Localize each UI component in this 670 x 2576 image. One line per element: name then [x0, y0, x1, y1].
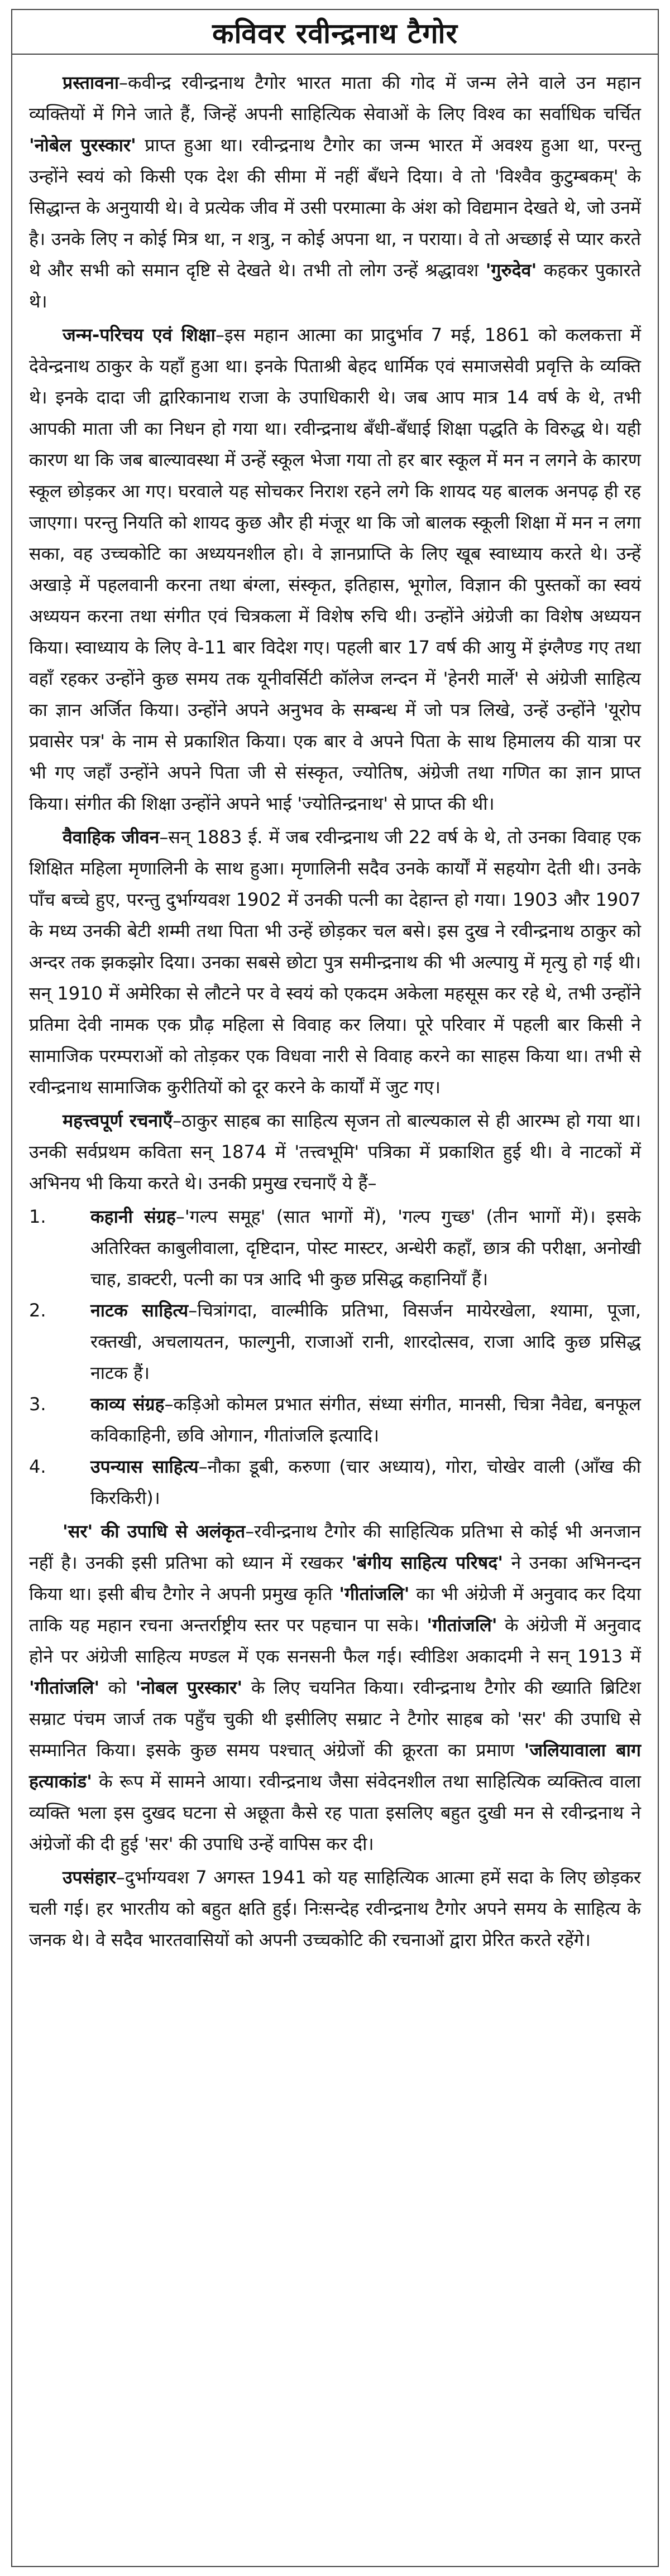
honor-quote-gitanjali-2: 'गीतांजलि' [427, 1614, 497, 1636]
list-item-text [90, 1201, 641, 1295]
conclusion-paragraph [29, 1862, 641, 1955]
intro-text-3: कहकर पुकारते थे। [29, 259, 641, 312]
marriage-heading: वैवाहिक जीवन [63, 826, 160, 848]
list-item-number: 4. [29, 1456, 46, 1477]
conclusion-heading: उपसंहार [63, 1867, 116, 1888]
works-paragraph [29, 1105, 641, 1199]
marriage-text: –सन् 1883 ई. में जब रवीन्द्रनाथ जी 22 वर्ष के थे, तो उनका विवाह एक शिक्षित महिला मृणालिनी के साथ हुआ। मृणालिनी सदैव उनके कार्यों में सहयोग देती थी। उनके पाँच बच्चे हुए, परन्तु दुर्भाग्यवश 1902 में उनकी पत्नी का देहान्त हो गया। 1903 और 1907 के मध्य उनकी बेटी शम्मी तथा पिता भी उन्हें छोड़कर चल बसे। इस दुख ने रवीन्द्रनाथ ठाकुर को अन्दर तक झकझोर दिया। उनका सबसे छोटा पुत्र समीन्द्रनाथ की भी अल्पायु में मृत्यु हो गई थी। सन् 1910 में अमेरिका से लौटने पर वे स्वयं को एकदम अकेला महसूस कर रहे थे, तभी उन्होंने प्रतिमा देवी नामक एक प्रौढ़ महिला से विवाह कर लिया। पूरे परिवार में पहली बार किसी ने सामाजिक परम्पराओं को तोड़कर एक विधवा नारी से विवाह करने का साहस किया था। तभी से रवीन्द्रनाथ सामाजिक कुरीतियों को दूर करने के कार्यों में जुट गए। [29, 826, 642, 1098]
essay-body [12, 55, 658, 1955]
list-item-text [90, 1388, 641, 1451]
honor-quote-gitanjali-3: 'गीतांजलि' [29, 1677, 100, 1698]
honor-quote-jallianwala: 'जलियावाला बाग हत्याकांड' [29, 1739, 641, 1792]
list-item-heading: नाटक साहित्य [90, 1300, 189, 1321]
intro-text-1: –कवीन्द्र रवीन्द्रनाथ टैगोर भारत माता की गोद में जन्म लेने वाले उन महान व्यक्तियों में गिने जाते हैं, जिन्हें अपनी साहित्यिक सेवाओं के लिए विश्व का सर्वाधिक चर्चित [29, 72, 641, 124]
list-item-body: –'गल्प समूह' (सात भागों में), 'गल्प गुच्छ' (तीन भागों में)। इसके अतिरिक्त काबुलीवाला, दृष्टिदान, पोस्ट मास्टर, अन्धेरी कहाँ, छात्र की परीक्षा, अनोखी चाह, डाक्टरी, पत्नी का पत्र आदि भी कुछ प्रसिद्ध कहानियाँ हैं। [90, 1206, 641, 1290]
list-item-heading: उपन्यास साहित्य [90, 1456, 199, 1477]
list-item-text [90, 1295, 641, 1388]
intro-paragraph [29, 67, 641, 317]
list-item-body: –कड़िओ कोमल प्रभात संगीत, संध्या संगीत, मानसी, चित्रा नैवेद्य, बनफूल कविकाहिनी, छवि ओगान, गीतांजलि इत्यादि। [90, 1393, 641, 1446]
list-item-number: 1. [29, 1206, 46, 1227]
works-heading: महत्त्वपूर्ण रचनाएँ [63, 1110, 173, 1131]
list-item [29, 1451, 641, 1513]
list-item-heading: कहानी संग्रह [90, 1206, 176, 1227]
honor-text-5: को [99, 1677, 136, 1698]
essay-page [11, 9, 659, 2567]
birth-heading: जन्म-परिचय एवं शिक्षा [63, 324, 216, 345]
list-item-body: –नौका डूबी, करुणा (चार अध्याय), गोरा, चोखेर वाली (आँख की किरकिरी)। [90, 1456, 641, 1508]
honor-quote-gitanjali-1: 'गीतांजलि' [339, 1583, 410, 1604]
intro-text-2: प्राप्त हुआ था। रवीन्द्रनाथ टैगोर का जन्म भारत में अवश्य हुआ था, परन्तु उन्होंने स्वयं को किसी एक देश की सीमा में नहीं बँधने दिया। वे तो 'विश्वैव कुटुम्बकम्' के सिद्धान्त के अनुयायी थे। वे प्रत्येक जीव में उसी परमात्मा के अंश को विद्यमान देखते थे, जो उनमें है। उनके लिए न कोई मित्र था, न शत्रु, न कोई अपना था, न पराया। वे तो अच्छाई से प्यार करते थे और सभी को समान दृष्टि से देखते थे। तभी तो लोग उन्हें श्रद्धावश [29, 134, 641, 281]
list-item-number: 2. [29, 1300, 46, 1321]
intro-heading: प्रस्तावना [63, 72, 119, 93]
intro-quote-gurudev: 'गुरुदेव' [485, 259, 537, 281]
list-item-number: 3. [29, 1393, 46, 1415]
birth-paragraph [29, 319, 641, 819]
marriage-paragraph [29, 821, 641, 1103]
honor-paragraph [29, 1516, 641, 1859]
intro-quote-nobel: 'नोबेल पुरस्कार' [29, 134, 136, 156]
list-item [29, 1295, 641, 1388]
honor-heading: 'सर' की उपाधि से अलंकृत [63, 1521, 246, 1542]
honor-quote-parishad: 'बंगीय साहित्य परिषद' [351, 1552, 504, 1573]
honor-text-7: के रूप में सामने आया। रवीन्द्रनाथ जैसा संवेदनशील तथा साहित्यिक व्यक्तित्व वाला व्यक्ति भला इस दुखद घटना से अछूता कैसे रह पाता इसलिए बहुत दुखी मन से रवीन्द्रनाथ ने अंग्रेजों की दी हुई 'सर' की उपाधि उन्हें वापिस कर दी। [29, 1771, 641, 1854]
title-bar [12, 10, 658, 54]
page-title: कविवर रवीन्द्रनाथ टैगोर [212, 17, 458, 50]
honor-text-4: के अंग्रेजी में अनुवाद होने पर अंग्रेजी साहित्य मण्डल में एक सनसनी फैल गई। स्वीडिश अकादमी ने सन् 1913 में [29, 1614, 641, 1667]
list-item-text [90, 1451, 641, 1513]
honor-text-3: का भी अंग्रेजी में अनुवाद कर दिया ताकि यह महान रचना अन्तर्राष्ट्रीय स्तर पर पहचान पा सके। [29, 1583, 641, 1636]
conclusion-text: –दुर्भाग्यवश 7 अगस्त 1941 को यह साहित्यिक आत्मा हमें सदा के लिए छोड़कर चली गई। हर भारतीय को बहुत क्षति हुई। निःसन्देह रवीन्द्रनाथ टैगोर अपने समय के साहित्य के जनक थे। वे सदैव भारतवासियों को अपनी उच्चकोटि की रचनाओं द्वारा प्रेरित करते रहेंगे। [29, 1867, 641, 1950]
honor-text-6: के लिए चयनित किया। रवीन्द्रनाथ टैगोर की ख्याति ब्रिटिश सम्राट पंचम जार्ज तक पहुँच चुकी थी इसीलिए सम्राट ने टैगोर साहब को 'सर' की उपाधि से सम्मानित किया। इसके कुछ समय पश्चात् अंग्रेजों की क्रूरता का प्रमाण [29, 1677, 641, 1761]
list-item-heading: काव्य संग्रह [90, 1393, 165, 1415]
honor-quote-nobel: 'नोबल पुरस्कार' [135, 1677, 243, 1698]
honor-text-2: ने उनका अभिनन्दन किया था। इसी बीच टैगोर ने अपनी प्रमुख कृति [29, 1552, 641, 1604]
list-item-body: –चित्रांगदा, वाल्मीकि प्रतिभा, विसर्जन मायेरखेला, श्यामा, पूजा, रक्तखी, अचलायतन, फाल्गुनी, राजाओं रानी, शारदोत्सव, राजा आदि कुछ प्रसिद्ध नाटक हैं। [90, 1300, 641, 1383]
works-text: –ठाकुर साहब का साहित्य सृजन तो बाल्यकाल से ही आरम्भ हो गया था। उनकी सर्वप्रथम कविता सन् 1874 में 'तत्त्वभूमि' पत्रिका में प्रकाशित हुई थी। वे नाटकों में अभिनय भी किया करते थे। उनकी प्रमुख रचनाएँ ये हैं– [29, 1110, 641, 1194]
honor-text-1: –रवीन्द्रनाथ टैगोर की साहित्यिक प्रतिभा से कोई भी अनजान नहीं है। उनकी इसी प्रतिभा को ध्यान में रखकर [29, 1521, 641, 1573]
works-list [29, 1201, 641, 1513]
list-item [29, 1201, 641, 1295]
birth-text: –इस महान आत्मा का प्रादुर्भाव 7 मई, 1861 को कलकत्ता में देवेन्द्रनाथ ठाकुर के यहाँ हुआ था। इनके पिताश्री बेहद धार्मिक एवं समाजसेवी प्रवृत्ति के व्यक्ति थे। इनके दादा जी द्वारिकानाथ राजा के उपाधिकारी थे। जब आप मात्र 14 वर्ष के थे, तभी आपकी माता जी का निधन हो गया था। रवीन्द्रनाथ बँधी-बँधाई शिक्षा पद्धति के विरुद्ध थे। यही कारण था कि जब बाल्यावस्था में उन्हें स्कूल भेजा गया तो हर बार स्कूल में मन न लगने के कारण स्कूल छोड़कर आ गए। घरवाले यह सोचकर निराश रहने लगे कि शायद यह बालक अनपढ़ ही रह जाएगा। परन्तु नियति को शायद कुछ और ही मंजूर था कि जो बालक स्कूली शिक्षा में मन न लगा सका, वह उच्चकोटि का अध्ययनशील हो। वे ज्ञानप्राप्ति के लिए खूब स्वाध्याय करते थे। उन्हें अखाड़े में पहलवानी करना तथा बंग्ला, संस्कृत, इतिहास, भूगोल, विज्ञान की पुस्तकों का स्वयं अध्ययन करना तथा संगीत एवं चित्रकला में विशेष रुचि थी। उन्होंने अंग्रेजी का विशेष अध्ययन किया। स्वाध्याय के लिए वे-11 बार विदेश गए। पहली बार 17 वर्ष की आयु में इंग्लैण्ड गए तथा वहाँ रहकर उन्होंने कुछ समय तक यूनीवर्सिटी कॉलेज लन्दन में 'हेनरी मार्ले' से अंग्रेजी साहित्य का ज्ञान अर्जित किया। उन्होंने अपने अनुभव के सम्बन्ध में जो पत्र लिखे, उन्हें उन्होंने 'यूरोप प्रवासेर पत्र' के नाम से प्रकाशित किया। एक बार वे अपने पिता के साथ हिमालय की यात्रा पर भी गए जहाँ उन्होंने अपने पिता जी से संस्कृत, ज्योतिष, अंग्रेजी तथा गणित का ज्ञान प्राप्त किया। संगीत की शिक्षा उन्होंने अपने भाई 'ज्योतिन्द्रनाथ' से प्राप्त की थी। [29, 324, 641, 814]
list-item [29, 1388, 641, 1451]
